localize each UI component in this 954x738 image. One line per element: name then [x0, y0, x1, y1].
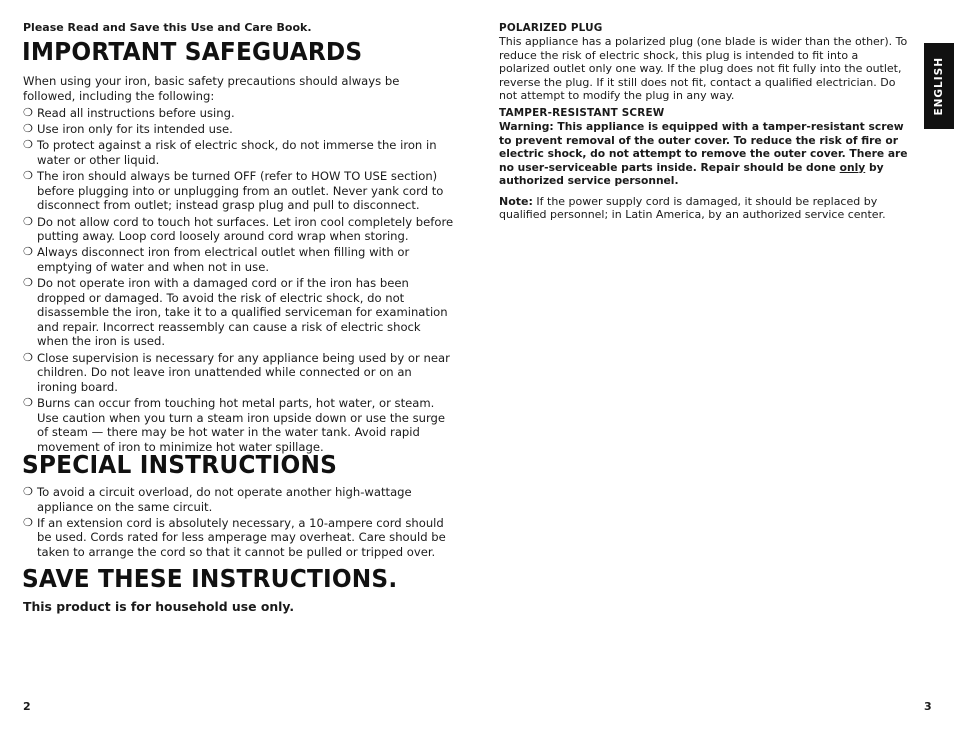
household-use-note: This product is for household use only.: [23, 599, 295, 614]
list-item: ❍ Do not operate iron with a damaged cord or if the iron has been dropped or damaged. To avoid the risk of electric shock, do not disassemble the iron, take it to a qualified serviceman for examination and repair. Incorrect reassembly can cause a risk of electric shock when the iron is used.: [23, 276, 448, 349]
circle-bullet-icon: ❍: [23, 276, 33, 290]
right-page: [477, 0, 954, 738]
circle-bullet-icon: ❍: [23, 350, 33, 364]
circle-bullet-icon: ❍: [23, 245, 33, 259]
list-item: ❍ Read all instructions before using.: [23, 106, 235, 120]
list-item: ❍ To protect against a risk of electric shock, do not immerse the iron in water or other liquid.: [23, 138, 437, 167]
circle-bullet-icon: ❍: [23, 169, 33, 183]
polarized-plug-heading: POLARIZED PLUG: [499, 22, 603, 34]
language-tab-label: ENGLISH: [933, 56, 945, 116]
heading-important-safeguards: IMPORTANT SAFEGUARDS: [22, 37, 363, 66]
polarized-plug-section: [499, 22, 911, 102]
tamper-resistant-heading: TAMPER-RESISTANT SCREW: [499, 107, 665, 119]
circle-bullet-icon: ❍: [23, 214, 33, 228]
list-item: ❍ If an extension cord is absolutely necessary, a 10-ampere cord should be used. Cords rated for less amperage may overheat. Care should be taken to arrange the cord so that it cannot be pulled or tripped over.: [23, 515, 446, 559]
list-item: ❍ To avoid a circuit overload, do not operate another high-wattage appliance on the same circuit.: [23, 485, 412, 514]
polarized-plug-text: This appliance has a polarized plug (one blade is wider than the other). To reduce the risk of electric shock, this plug is intended to fit into a polarized outlet only one way. If the plug does not fit fully into the outlet, reverse the plug. If it still does not fit, contact a qualified electrician. Do not attempt to modify the plug in any way.: [499, 35, 908, 103]
note-label: Note:: [499, 195, 533, 208]
underlined-only: only: [839, 160, 866, 174]
circle-bullet-icon: ❍: [23, 485, 33, 498]
top-note: Please Read and Save this Use and Care Book.: [23, 21, 312, 34]
heading-save-instructions: SAVE THESE INSTRUCTIONS.: [22, 564, 398, 593]
list-item: ❍ Always disconnect iron from electrical outlet when filling with or emptying of water and when not in use.: [23, 245, 410, 274]
circle-bullet-icon: ❍: [23, 106, 33, 119]
circle-bullet-icon: ❍: [23, 515, 33, 529]
tamper-resistant-warning: Warning: This appliance is equipped with a tamper-resistant screw to prevent removal of the outer cover. To reduce the risk of fire or electric shock, do not attempt to remove the outer cover. There are no user-serviceable parts inside. Repair should be done only by authorized service personnel.: [499, 120, 908, 188]
page-number-left: 2: [23, 700, 31, 713]
circle-bullet-icon: ❍: [23, 396, 33, 410]
language-tab: [924, 43, 954, 129]
safeguards-intro: When using your iron, basic safety precautions should always be followed, including the following:: [23, 74, 400, 103]
list-item: ❍ Use iron only for its intended use.: [23, 122, 233, 137]
tamper-resistant-section: [499, 107, 911, 187]
note-text: If the power supply cord is damaged, it should be replaced by qualified personnel; in Latin America, by an authorized service center.: [499, 195, 886, 222]
page-number-right: 3: [924, 700, 932, 713]
list-item: ❍ Do not allow cord to touch hot surfaces. Let iron cool completely before putting away. Loop cord loosely around cord wrap when storing.: [23, 214, 454, 244]
list-item: ❍ Burns can occur from touching hot metal parts, hot water, or steam. Use caution when you turn a steam iron upside down or use the surge of steam — there may be hot water in the water tank. Avoid rapid movement of iron to minimize hot water spillage.: [23, 396, 446, 454]
circle-bullet-icon: ❍: [23, 122, 33, 136]
heading-special-instructions: SPECIAL INSTRUCTIONS: [22, 450, 338, 479]
safeguards-list: [23, 106, 455, 456]
list-item: ❍ The iron should always be turned OFF (refer to HOW TO USE section) before plugging into or unplugging from an outlet. Never yank cord to disconnect from outlet; instead grasp plug and pull to disconnect.: [23, 169, 444, 213]
special-instructions-list: [23, 485, 455, 561]
circle-bullet-icon: ❍: [23, 138, 33, 152]
list-item: ❍ Close supervision is necessary for any appliance being used by or near children. Do not leave iron unattended while connected or on an ironing board.: [23, 350, 450, 394]
power-cord-note: [499, 195, 911, 222]
